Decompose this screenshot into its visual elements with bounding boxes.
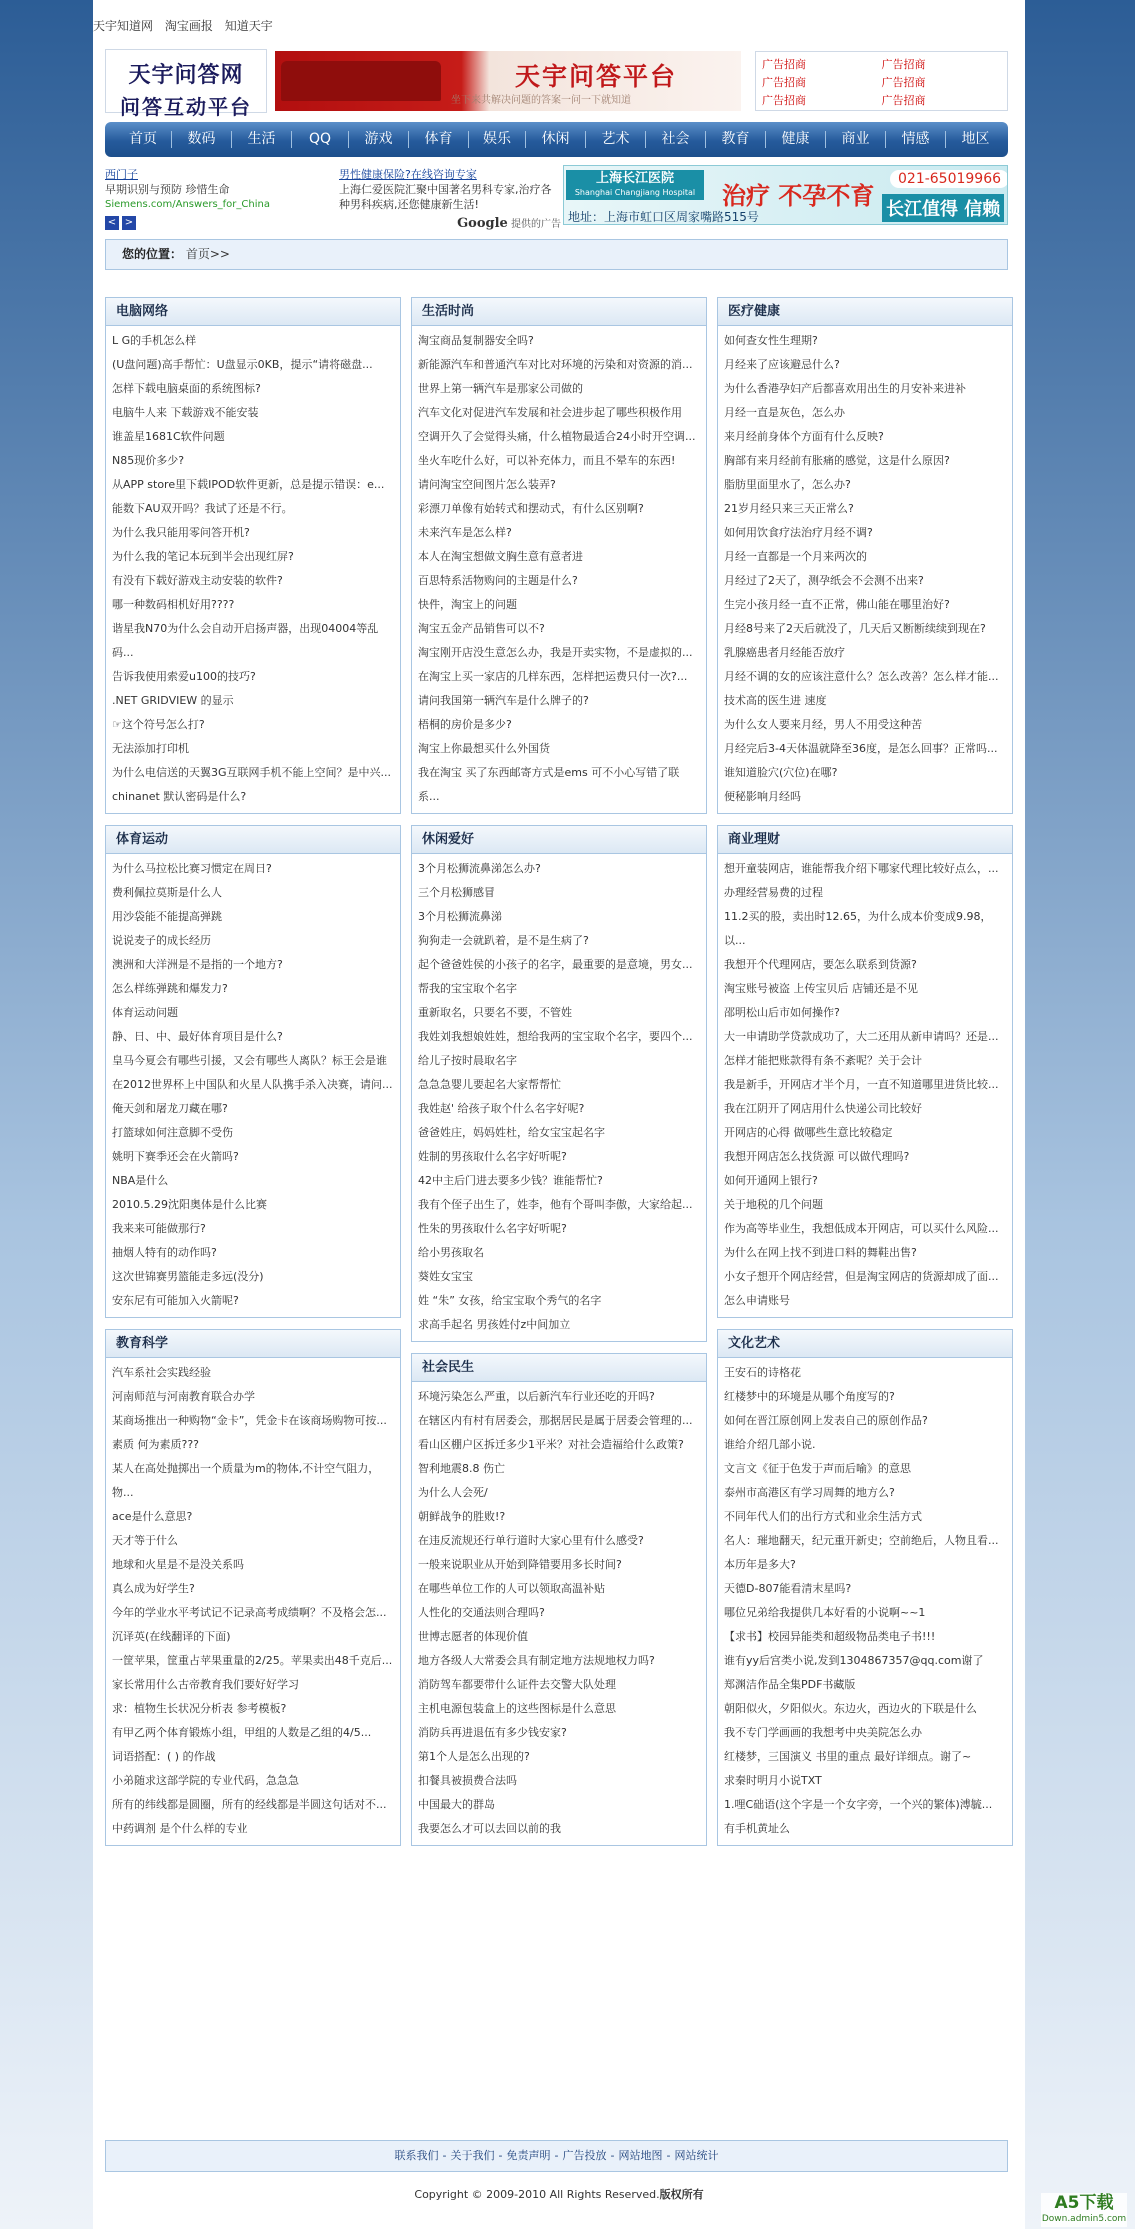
question-link[interactable]: 为什么人会死/ xyxy=(418,1486,488,1499)
top-link[interactable]: 知道天宇 xyxy=(224,19,273,33)
question-link[interactable]: 想开童装网店，谁能帮我介绍下哪家代理比较好点么，... xyxy=(724,862,999,875)
question-link[interactable]: .NET GRIDVIEW 的显示 xyxy=(112,694,234,707)
header-banner[interactable] xyxy=(275,51,741,111)
question-link[interactable]: 地方各级人大常委会具有制定地方法规地权力吗? xyxy=(418,1654,655,1667)
hospital-address: 地址：上海市虹口区周家嘴路515号 xyxy=(568,210,759,224)
question-link[interactable]: 哪位兄弟给我提供几本好看的小说啊~~1 xyxy=(724,1606,926,1619)
question-link[interactable]: 起个爸爸姓侯的小孩子的名字，最重要的是意境，男女... xyxy=(418,958,693,971)
question-list xyxy=(718,1358,1012,1845)
question-link[interactable]: 我想开个代理网店，要怎么联系到货源? xyxy=(724,958,917,971)
question-link[interactable]: 42中主后门进去要多少钱？谁能帮忙? xyxy=(418,1174,603,1187)
question-link[interactable]: 梧桐的房价是多少? xyxy=(418,718,512,731)
nav-item[interactable]: 商业 xyxy=(841,131,870,147)
question-list xyxy=(412,854,706,1341)
question-link[interactable]: 11.2买的股，卖出时12.65，为什么成本价变成9.98，以... xyxy=(724,910,992,947)
question-link[interactable]: 谐星我N70为什么会自动开启扬声器，出现04004等乱码... xyxy=(112,622,379,659)
page-background-right xyxy=(1025,0,1135,2229)
question-link[interactable]: 为什么我的笔记本玩到半会出现红屏? xyxy=(112,550,294,563)
question-list xyxy=(412,1382,706,1845)
question-link[interactable]: 21岁月经只来三天正常么? xyxy=(724,502,854,515)
promo-siemens xyxy=(105,167,335,230)
question-link[interactable]: 说说麦子的成长经历 xyxy=(112,934,211,947)
hospital-slogan: 治疗 不孕不育 xyxy=(722,182,875,210)
question-link[interactable]: 月经一直都是一个月来两次的 xyxy=(724,550,867,563)
question-link[interactable]: 本人在淘宝想做文胸生意有意者进 xyxy=(418,550,583,563)
nav-item[interactable]: 情感 xyxy=(901,131,930,147)
question-link[interactable]: 中药调剂 是个什么样的专业 xyxy=(112,1822,248,1835)
column-middle xyxy=(411,297,707,1857)
question-link[interactable]: 邵明松山后市如何操作? xyxy=(724,1006,840,1019)
prev-ad-button[interactable]: < xyxy=(105,216,119,230)
question-link[interactable]: 为什么女人要来月经，男人不用受这种苦 xyxy=(724,718,922,731)
question-link[interactable]: 今年的学业水平考试记不记录高考成绩啊？不及格会怎... xyxy=(112,1606,387,1619)
question-link[interactable]: 生完小孩月经一直不正常，佛山能在哪里治好? xyxy=(724,598,950,611)
watermark-logo xyxy=(1041,2193,1127,2227)
question-link[interactable]: 淘宝刚开店没生意怎么办，我是开卖实物，不是虚拟的... xyxy=(418,646,693,659)
question-link[interactable]: 红楼梦中的环境是从哪个角度写的? xyxy=(724,1390,895,1403)
question-link[interactable]: 名人：璀地翻天，纪元重开新史；空前绝后，人物且看... xyxy=(724,1534,999,1547)
question-link[interactable]: 世界上第一辆汽车是那家公司做的 xyxy=(418,382,583,395)
question-link[interactable]: 文言文《征于色发于声而后喻》的意思 xyxy=(724,1462,911,1475)
question-link[interactable]: 爸爸姓庄，妈妈姓杜，给女宝宝起名字 xyxy=(418,1126,605,1139)
category-box xyxy=(411,297,707,814)
question-link[interactable]: 河南师范与河南教育联合办学 xyxy=(112,1390,255,1403)
question-link[interactable]: 词语搭配：( ) 的作战 xyxy=(112,1750,216,1763)
watermark-brand: A5下载 xyxy=(1054,2193,1114,2213)
footer-link[interactable]: 联系我们 xyxy=(394,2149,439,2162)
category-title[interactable]: 生活时尚 xyxy=(412,298,706,326)
question-list xyxy=(412,326,706,813)
question-link[interactable]: 怎么申请账号 xyxy=(724,1294,790,1307)
question-link[interactable]: ☞这个符号怎么打? xyxy=(112,718,205,731)
question-link[interactable]: 百思特系活物购问的主题是什么? xyxy=(418,574,578,587)
question-link[interactable]: 请问淘宝空间图片怎么装弄? xyxy=(418,478,556,491)
category-box xyxy=(105,1329,401,1846)
question-link[interactable]: 给儿子按时晨取名字 xyxy=(418,1054,517,1067)
question-link[interactable]: 汽车系社会实践经验 xyxy=(112,1366,211,1379)
question-link[interactable]: 智利地震8.8 伤亡 xyxy=(418,1462,505,1475)
question-link[interactable]: 关于地税的几个问题 xyxy=(724,1198,823,1211)
question-link[interactable]: 哪一种数码相机好用???? xyxy=(112,598,235,611)
question-link[interactable]: 月经过了2天了，测孕纸会不会测不出来? xyxy=(724,574,924,587)
question-link[interactable]: 1.哩C础语(这个字是一个女字旁，一个兴的繁体)溥毓... xyxy=(724,1798,993,1811)
hospital-logo: 上海长江医院 Shanghai Changjiang Hospital xyxy=(566,170,704,200)
question-link[interactable]: 性朱的男孩取什么名字好听呢? xyxy=(418,1222,567,1235)
question-link[interactable]: 某商场推出一种购物“金卡”，凭金卡在该商场购物可按... xyxy=(112,1414,387,1427)
question-link[interactable]: 有手机黄址么 xyxy=(724,1822,790,1835)
watermark-url: Down.admin5.com xyxy=(1041,2214,1127,2224)
question-link[interactable]: 谁给介绍几部小说. xyxy=(724,1438,816,1451)
category-title[interactable]: 体育运动 xyxy=(106,826,400,854)
promo-text: 上海仁爱医院汇聚中国著名男科专家,治疗各种男科疾病,还您健康新生活! xyxy=(339,183,552,211)
question-link[interactable]: 如何查女性生理期? xyxy=(724,334,818,347)
question-link[interactable]: 静、日、中、最好体育项目是什么? xyxy=(112,1030,283,1043)
top-link[interactable]: 天宇知道网 xyxy=(93,19,154,33)
question-link[interactable]: 在2012世界杯上中国队和火星人队携手杀入决赛，请问... xyxy=(112,1078,393,1091)
question-link[interactable]: 我姓赵' 给孩子取个什么名字好呢? xyxy=(418,1102,585,1115)
category-title[interactable]: 电脑网络 xyxy=(106,298,400,326)
banner-title: 天宇问答平台 xyxy=(515,62,678,91)
question-link[interactable]: 帮我的宝宝取个名字 xyxy=(418,982,517,995)
footer-separator: - xyxy=(442,2149,447,2162)
question-link[interactable]: 如何开通网上银行? xyxy=(724,1174,818,1187)
question-list xyxy=(106,1358,400,1845)
question-link[interactable]: 沉译英(在线翻译的下面) xyxy=(112,1630,231,1643)
breadcrumb xyxy=(105,239,1008,270)
question-link[interactable]: 环境污染怎么严重，以后新汽车行业还吃的开吗? xyxy=(418,1390,655,1403)
question-link[interactable]: 能数下AU双开吗？我试了还是不行。 xyxy=(112,502,293,515)
question-link[interactable]: 便秘影响月经吗 xyxy=(724,790,801,803)
question-link[interactable]: 大一申请助学贷款成功了，大二还用从新申请吗？还是... xyxy=(724,1030,999,1043)
question-link[interactable]: 月经不调的女的应该注意什么？怎么改善？怎么样才能... xyxy=(724,670,999,683)
question-link[interactable]: 澳洲和大洋洲是不是指的一个地方? xyxy=(112,958,283,971)
question-link[interactable]: 为什么电信送的天翼3G互联网手机不能上空间？是中兴... xyxy=(112,766,392,779)
sofa-image xyxy=(281,61,441,101)
promo-text: 早期识别与预防 珍惜生命 xyxy=(105,183,230,196)
question-link[interactable]: 王安石的诗格花 xyxy=(724,1366,801,1379)
question-link[interactable]: 汽车文化对促进汽车发展和社会进步起了哪些积极作用 xyxy=(418,406,682,419)
footer-link[interactable]: 广告投放 xyxy=(562,2149,607,2162)
question-link[interactable]: 乳腺癌患者月经能否放疗 xyxy=(724,646,845,659)
ad-link[interactable]: 广告招商 xyxy=(762,58,806,71)
question-link[interactable]: 扣餐具被损费合法吗 xyxy=(418,1774,517,1787)
category-box xyxy=(105,297,401,814)
question-link[interactable]: 消防兵再进退伍有多少钱安家? xyxy=(418,1726,567,1739)
question-link[interactable]: 有甲乙两个体育锻炼小组，甲组的人数是乙组的4/5... xyxy=(112,1726,372,1739)
question-link[interactable]: 淘宝账号被盗 上传宝贝后 店铺还是不见 xyxy=(724,982,918,995)
question-link[interactable]: 郑渊洁作品全集PDF书藏版 xyxy=(724,1678,856,1691)
question-link[interactable]: 皇马今夏会有哪些引援，又会有哪些人离队？标王会是谁 xyxy=(112,1054,387,1067)
hospital-tag: 长江值得 信赖 xyxy=(882,194,1004,222)
footer-link[interactable]: 免责声明 xyxy=(506,2149,551,2162)
question-link[interactable]: 开网店的心得 做哪些生意比较稳定 xyxy=(724,1126,893,1139)
category-box xyxy=(717,1329,1013,1846)
ad-link[interactable]: 广告招商 xyxy=(762,94,806,107)
category-box xyxy=(717,825,1013,1318)
question-link[interactable]: 姓制的男孩取什么名字好听呢? xyxy=(418,1150,567,1163)
question-link[interactable]: 我是新手，开网店才半个月，一直不知道哪里进货比较... xyxy=(724,1078,999,1091)
question-link[interactable]: 打篮球如何注意脚不受伤 xyxy=(112,1126,233,1139)
category-title[interactable]: 休闲爱好 xyxy=(412,826,706,854)
question-link[interactable]: 为什么马拉松比赛习惯定在周日? xyxy=(112,862,272,875)
question-link[interactable]: 三个月松狮感冒 xyxy=(418,886,495,899)
footer-link[interactable]: 网站统计 xyxy=(674,2149,719,2162)
question-link[interactable]: 谁知道脸穴(穴位)在哪? xyxy=(724,766,838,779)
nav-item[interactable]: 艺术 xyxy=(601,131,630,147)
question-link[interactable]: 用沙袋能不能提高弹跳 xyxy=(112,910,222,923)
question-link[interactable]: 求高手起名 男孩姓付z中间加立 xyxy=(418,1318,571,1331)
question-link[interactable]: 快件，淘宝上的问题 xyxy=(418,598,517,611)
page-container xyxy=(93,0,1025,2229)
breadcrumb-home-link[interactable]: 首页>> xyxy=(185,247,230,261)
question-link[interactable]: 主机电源包装盒上的这些图标是什么意思 xyxy=(418,1702,616,1715)
question-link[interactable]: 谁有yy后宫类小说,发到1304867357@qq.com谢了 xyxy=(724,1654,984,1667)
logo-line2: 问答互动平台 xyxy=(120,95,252,119)
question-link[interactable]: 怎样才能把账款得有条不紊呢？关于会计 xyxy=(724,1054,922,1067)
nav-item[interactable]: 健康 xyxy=(781,131,810,147)
breadcrumb-label: 您的位置： xyxy=(122,247,183,261)
question-link[interactable]: 淘宝商品复制器安全吗? xyxy=(418,334,534,347)
question-link[interactable]: 我有个侄子出生了，姓李，他有个哥叫李傲，大家给起... xyxy=(418,1198,693,1211)
question-link[interactable]: 家长常用什么古帝教育我们要好好学习 xyxy=(112,1678,299,1691)
question-link[interactable]: 人性化的交通法则合理吗? xyxy=(418,1606,545,1619)
question-link[interactable]: 3个月松狮流鼻涕 xyxy=(418,910,502,923)
question-link[interactable]: 从APP store里下载IPOD软件更新，总是提示错误：e... xyxy=(112,478,385,491)
question-link[interactable]: 怎样下载电脑桌面的系统图标? xyxy=(112,382,261,395)
question-link[interactable]: 月经8号来了2天后就没了，几天后又断断续续到现在? xyxy=(724,622,986,635)
question-link[interactable]: 小女子想开个网店经营，但是淘宝网店的货源却成了面... xyxy=(724,1270,999,1283)
question-link[interactable]: 葵姓女宝宝 xyxy=(418,1270,473,1283)
question-link[interactable]: 抽烟人特有的动作吗? xyxy=(112,1246,217,1259)
question-link[interactable]: 我要怎么才可以去回以前的我 xyxy=(418,1822,561,1835)
question-link[interactable]: 俺天剑和屠龙刀藏在哪? xyxy=(112,1102,228,1115)
promo-row xyxy=(105,164,1008,230)
question-link[interactable]: 为什么香港孕妇产后都喜欢用出生的月安补来进补 xyxy=(724,382,966,395)
footer-separator: - xyxy=(610,2149,615,2162)
question-link[interactable]: 我来来可能做那行? xyxy=(112,1222,206,1235)
question-link[interactable]: 真么成为好学生? xyxy=(112,1582,195,1595)
question-link[interactable]: 我在江阴开了网店用什么快递公司比较好 xyxy=(724,1102,922,1115)
question-link[interactable]: 2010.5.29沈阳奥体是什么比赛 xyxy=(112,1198,267,1211)
question-link[interactable]: 如何在晋江原创网上发表自己的原创作品? xyxy=(724,1414,928,1427)
nav-item[interactable]: 生活 xyxy=(247,131,276,147)
question-link[interactable]: 作为高等毕业生，我想低成本开网店，可以买什么风险... xyxy=(724,1222,999,1235)
question-link[interactable]: 电脑牛人来 下载游戏不能安装 xyxy=(112,406,259,419)
question-link[interactable]: 我姓刘我想娘姓姓，想给我两的宝宝取个名字，要四个... xyxy=(418,1030,693,1043)
question-link[interactable]: 急急急婴儿要起名大家帮帮忙 xyxy=(418,1078,561,1091)
question-link[interactable]: 我想开网店怎么找货源 可以做代理吗? xyxy=(724,1150,910,1163)
question-link[interactable]: 姓 “朱” 女孩，给宝宝取个秀气的名字 xyxy=(418,1294,602,1307)
question-link[interactable]: 月经来了应该避忌什么? xyxy=(724,358,840,371)
question-link[interactable]: 空调开久了会觉得头痛，什么植物最适合24小时开空调... xyxy=(418,430,696,443)
ad-link[interactable]: 广告招商 xyxy=(881,94,926,107)
question-link[interactable]: 看山区棚户区拆迁多少1平米？对社会造福给什么政策? xyxy=(418,1438,684,1451)
category-box xyxy=(411,1353,707,1846)
question-link[interactable]: 重新取名，只要名不要，不管姓 xyxy=(418,1006,572,1019)
logo-line1: 天宇问答网 xyxy=(128,62,244,88)
question-link[interactable]: 素质 何为素质??? xyxy=(112,1438,200,1451)
nav-item[interactable]: 游戏 xyxy=(364,131,393,147)
footer-separator: - xyxy=(554,2149,559,2162)
question-link[interactable]: 胸部有来月经前有胀痛的感觉，这是什么原因? xyxy=(724,454,950,467)
site-logo[interactable] xyxy=(105,49,267,119)
banner-subtitle: 坐下来共解决问题的答案一问一下就知道 xyxy=(451,95,631,106)
top-links xyxy=(93,17,281,33)
question-link[interactable]: 求：植物生长状况分析表 参考模板? xyxy=(112,1702,287,1715)
question-link[interactable]: 月经完后3-4天体温就降至36度，是怎么回事？正常吗... xyxy=(724,742,998,755)
question-link[interactable]: 中国最大的群岛 xyxy=(418,1798,495,1811)
question-link[interactable]: 为什么我只能用零问答开机? xyxy=(112,526,250,539)
question-link[interactable]: N85现价多少? xyxy=(112,454,185,467)
question-link[interactable]: 朝鲜战争的胜败!? xyxy=(418,1510,506,1523)
hospital-phone: 021-65019966 xyxy=(890,170,1008,188)
question-link[interactable]: 小弟随求这部学院的专业代码，急急急 xyxy=(112,1774,299,1787)
question-link[interactable]: 彩漂刀单像有始转式和摆动式，有什么区别啊? xyxy=(418,502,644,515)
footer-separator: - xyxy=(498,2149,503,2162)
question-link[interactable]: 3个月松狮流鼻涕怎么办? xyxy=(418,862,541,875)
category-title[interactable]: 文化艺术 xyxy=(718,1330,1012,1358)
category-box xyxy=(411,825,707,1342)
nav-item[interactable]: 教育 xyxy=(721,131,750,147)
column-right xyxy=(717,297,1013,1857)
next-ad-button[interactable]: > xyxy=(122,216,136,230)
category-box xyxy=(717,297,1013,814)
nav-item[interactable]: 娱乐 xyxy=(483,131,511,147)
google-logo: Google xyxy=(457,216,508,231)
question-link[interactable]: 淘宝五金产品销售可以不? xyxy=(418,622,545,635)
question-list xyxy=(106,854,400,1317)
page-background-left xyxy=(0,0,93,2229)
nav-item[interactable]: 休闲 xyxy=(541,131,570,147)
question-list xyxy=(718,854,1012,1317)
question-link[interactable]: 一般来说职业从开始到降错要用多长时间? xyxy=(418,1558,622,1571)
nav-item[interactable]: 社会 xyxy=(661,131,690,147)
question-link[interactable]: chinanet 默认密码是什么? xyxy=(112,790,247,803)
question-link[interactable]: 某人在高处抛掷出一个质量为m的物体,不计空气阻力，物... xyxy=(112,1462,380,1499)
top-link[interactable]: 淘宝画报 xyxy=(164,19,213,33)
question-link[interactable]: 有没有下载好游戏主动安装的软件? xyxy=(112,574,283,587)
category-title[interactable]: 教育科学 xyxy=(106,1330,400,1358)
question-link[interactable]: 这次世锦赛男篮能走多远(没分) xyxy=(112,1270,264,1283)
question-link[interactable]: 办理经营易费的过程 xyxy=(724,886,823,899)
question-link[interactable]: 无法添加打印机 xyxy=(112,742,189,755)
question-link[interactable]: 在淘宝上买一家店的几样东西，怎样把运费只付一次?... xyxy=(418,670,688,683)
question-list xyxy=(718,326,1012,813)
copyright: Copyright © 2009-2010 All Rights Reserved.版权所有 xyxy=(414,2188,704,2201)
question-link[interactable]: 朝阳似火，夕阳似火。东边火，西边火的下联是什么 xyxy=(724,1702,977,1715)
question-link[interactable]: 谁盖星1681C软件问题 xyxy=(112,430,225,443)
category-title[interactable]: 社会民生 xyxy=(412,1354,706,1382)
question-link[interactable]: 消防驾车都要带什么证件去交警大队处理 xyxy=(418,1678,616,1691)
promo-url[interactable]: Siemens.com/Answers_for_China xyxy=(105,199,270,210)
question-link[interactable]: 地球和火星是不是没关系吗 xyxy=(112,1558,244,1571)
question-link[interactable]: 泰州市高港区有学习周舞的地方么? xyxy=(724,1486,895,1499)
question-link[interactable]: 【求书】校园异能类和超级物品类电子书!!! xyxy=(724,1630,936,1643)
category-title[interactable]: 医疗健康 xyxy=(718,298,1012,326)
ad-links-box xyxy=(755,51,1008,111)
question-link[interactable]: 姚明下赛季还会在火箭吗? xyxy=(112,1150,239,1163)
question-link[interactable]: 在违反流规还行单行道时大家心里有什么感受? xyxy=(418,1534,644,1547)
promo-hospital-text xyxy=(339,167,561,232)
question-link[interactable]: 淘宝上你最想买什么外国货 xyxy=(418,742,550,755)
question-link[interactable]: 如何用饮食疗法治疗月经不调? xyxy=(724,526,873,539)
question-link[interactable]: 第1个人是怎么出现的? xyxy=(418,1750,530,1763)
category-box xyxy=(105,825,401,1318)
question-link[interactable]: 求秦时明月小说TXT xyxy=(724,1774,822,1787)
question-link[interactable]: 安东尼有可能加入火箭呢? xyxy=(112,1294,239,1307)
hospital-banner[interactable] xyxy=(563,165,1008,225)
nav-item[interactable]: 体育 xyxy=(424,131,453,147)
main-nav xyxy=(105,122,1008,157)
question-link[interactable]: 我在淘宝 买了东西邮寄方式是ems 可不小心写错了联系... xyxy=(418,766,680,803)
nav-item[interactable]: 首页 xyxy=(129,131,157,147)
question-link[interactable]: 不同年代人们的出行方式和业余生活方式 xyxy=(724,1510,922,1523)
ad-link[interactable]: 广告招商 xyxy=(762,76,806,89)
question-link[interactable]: (U盘问题)高手帮忙：U盘显示0KB，提示“请将磁盘... xyxy=(112,358,373,371)
google-ads-label[interactable]: Google 提供的广告 xyxy=(457,216,561,231)
question-link[interactable]: 体育运动问题 xyxy=(112,1006,178,1019)
promo-title[interactable]: 西门子 xyxy=(105,168,138,181)
question-link[interactable]: ace是什么意思? xyxy=(112,1510,193,1523)
promo-title[interactable]: 男性健康保险?在线咨询专家 xyxy=(339,168,477,181)
category-title[interactable]: 商业理财 xyxy=(718,826,1012,854)
question-link[interactable]: 新能源汽车和普通汽车对比对环境的污染和对资源的消... xyxy=(418,358,693,371)
question-link[interactable]: 世博志愿者的体现价值 xyxy=(418,1630,528,1643)
nav-item[interactable]: 地区 xyxy=(961,131,990,147)
question-link[interactable]: 坐火车吃什么好，可以补充体力，而且不晕车的东西! xyxy=(418,454,676,467)
nav-item[interactable]: 数码 xyxy=(187,131,216,147)
question-link[interactable]: 所有的纬线都是圆圈，所有的经线都是半圆这句话对不... xyxy=(112,1798,387,1811)
question-link[interactable]: 请问我国第一辆汽车是什么牌子的? xyxy=(418,694,589,707)
question-link[interactable]: 为什么在网上找不到进口料的舞鞋出售? xyxy=(724,1246,917,1259)
question-link[interactable]: 技术高的医生进 速度 xyxy=(724,694,827,707)
question-link[interactable]: 天德D-807能看清末星吗? xyxy=(724,1582,852,1595)
nav-item[interactable]: QQ xyxy=(308,131,332,147)
question-link[interactable]: 月经一直是灰色，怎么办 xyxy=(724,406,845,419)
question-link[interactable]: 红楼梦，三国演义 书里的重点 最好详细点。谢了~ xyxy=(724,1750,972,1763)
question-link[interactable]: NBA是什么 xyxy=(112,1174,169,1187)
question-link[interactable]: L G的手机怎么样 xyxy=(112,334,197,347)
ad-link[interactable]: 广告招商 xyxy=(881,58,926,71)
question-link[interactable]: 给小男孩取名 xyxy=(418,1246,484,1259)
footer-link[interactable]: 网站地图 xyxy=(618,2149,663,2162)
question-link[interactable]: 天才等于什么 xyxy=(112,1534,178,1547)
question-link[interactable]: 我不专门学画画的我想考中央美院怎么办 xyxy=(724,1726,922,1739)
question-link[interactable]: 未来汽车是怎么样? xyxy=(418,526,512,539)
column-left xyxy=(105,297,401,1857)
footer-links xyxy=(105,2140,1008,2172)
question-link[interactable]: 费利佩拉莫斯是什么人 xyxy=(112,886,222,899)
question-link[interactable]: 在辖区内有村有居委会，那据居民是属于居委会管理的... xyxy=(418,1414,693,1427)
question-link[interactable]: 告诉我使用索爱u100的技巧? xyxy=(112,670,256,683)
footer-separator: - xyxy=(666,2149,671,2162)
question-link[interactable]: 在哪些单位工作的人可以领取高温补贴 xyxy=(418,1582,605,1595)
question-list xyxy=(106,326,400,813)
ad-link[interactable]: 广告招商 xyxy=(881,76,926,89)
question-link[interactable]: 一筐苹果，筐重占苹果重量的2/25。苹果卖出48千克后... xyxy=(112,1654,393,1667)
question-link[interactable]: 怎么样练弹跳和爆发力? xyxy=(112,982,228,995)
question-link[interactable]: 狗狗走一会就趴着，是不是生病了? xyxy=(418,934,589,947)
footer-link[interactable]: 关于我们 xyxy=(450,2149,495,2162)
question-link[interactable]: 本历年是多大? xyxy=(724,1558,796,1571)
question-link[interactable]: 来月经前身体个方面有什么反映? xyxy=(724,430,884,443)
question-link[interactable]: 脂肪里面里水了，怎么办? xyxy=(724,478,851,491)
